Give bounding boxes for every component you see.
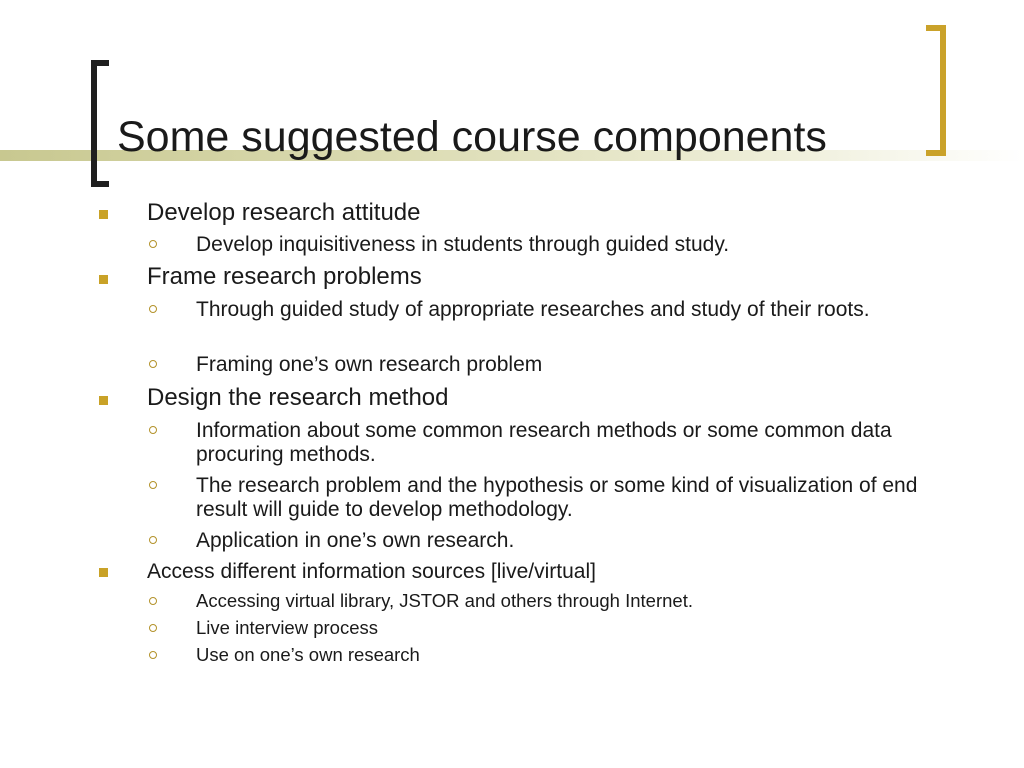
ring-bullet-icon	[149, 624, 157, 632]
sub-bullet-text: The research problem and the hypothesis or some kind of visualization of end result will guide to develop methodology.	[196, 474, 918, 521]
sub-bullet-text: Through guided study of appropriate researches and study of their roots.	[196, 298, 870, 321]
bullet-text: Frame research problems	[147, 263, 422, 290]
sub-bullet-text: Develop inquisitiveness in students through guided study.	[196, 233, 730, 256]
sub-bullet-text: Information about some common research methods or some common data procuring methods.	[196, 419, 892, 466]
bullet-text: Design the research method	[147, 384, 449, 411]
ring-bullet-icon	[149, 240, 157, 248]
ring-bullet-icon	[149, 305, 157, 313]
ring-bullet-icon	[149, 481, 157, 489]
sub-bullet-text: Framing one’s own research problem	[196, 353, 543, 376]
sub-bullet-text: Accessing virtual library, JSTOR and others through Internet.	[196, 590, 693, 611]
sub-bullet-text: Application in one’s own research.	[196, 529, 515, 552]
sub-bullet-text: Live interview process	[196, 617, 378, 638]
ring-bullet-icon	[149, 426, 157, 434]
square-bullet-icon	[99, 275, 108, 284]
bullet-text: Develop research attitude	[147, 199, 421, 226]
square-bullet-icon	[99, 210, 108, 219]
ring-bullet-icon	[149, 651, 157, 659]
ring-bullet-icon	[149, 597, 157, 605]
bullet-text: Access different information sources [live/virtual]	[147, 560, 596, 583]
slide-title: Some suggested course components	[117, 113, 827, 161]
ring-bullet-icon	[149, 536, 157, 544]
square-bullet-icon	[99, 568, 108, 577]
ring-bullet-icon	[149, 360, 157, 368]
square-bullet-icon	[99, 396, 108, 405]
sub-bullet-text: Use on one’s own research	[196, 644, 420, 665]
